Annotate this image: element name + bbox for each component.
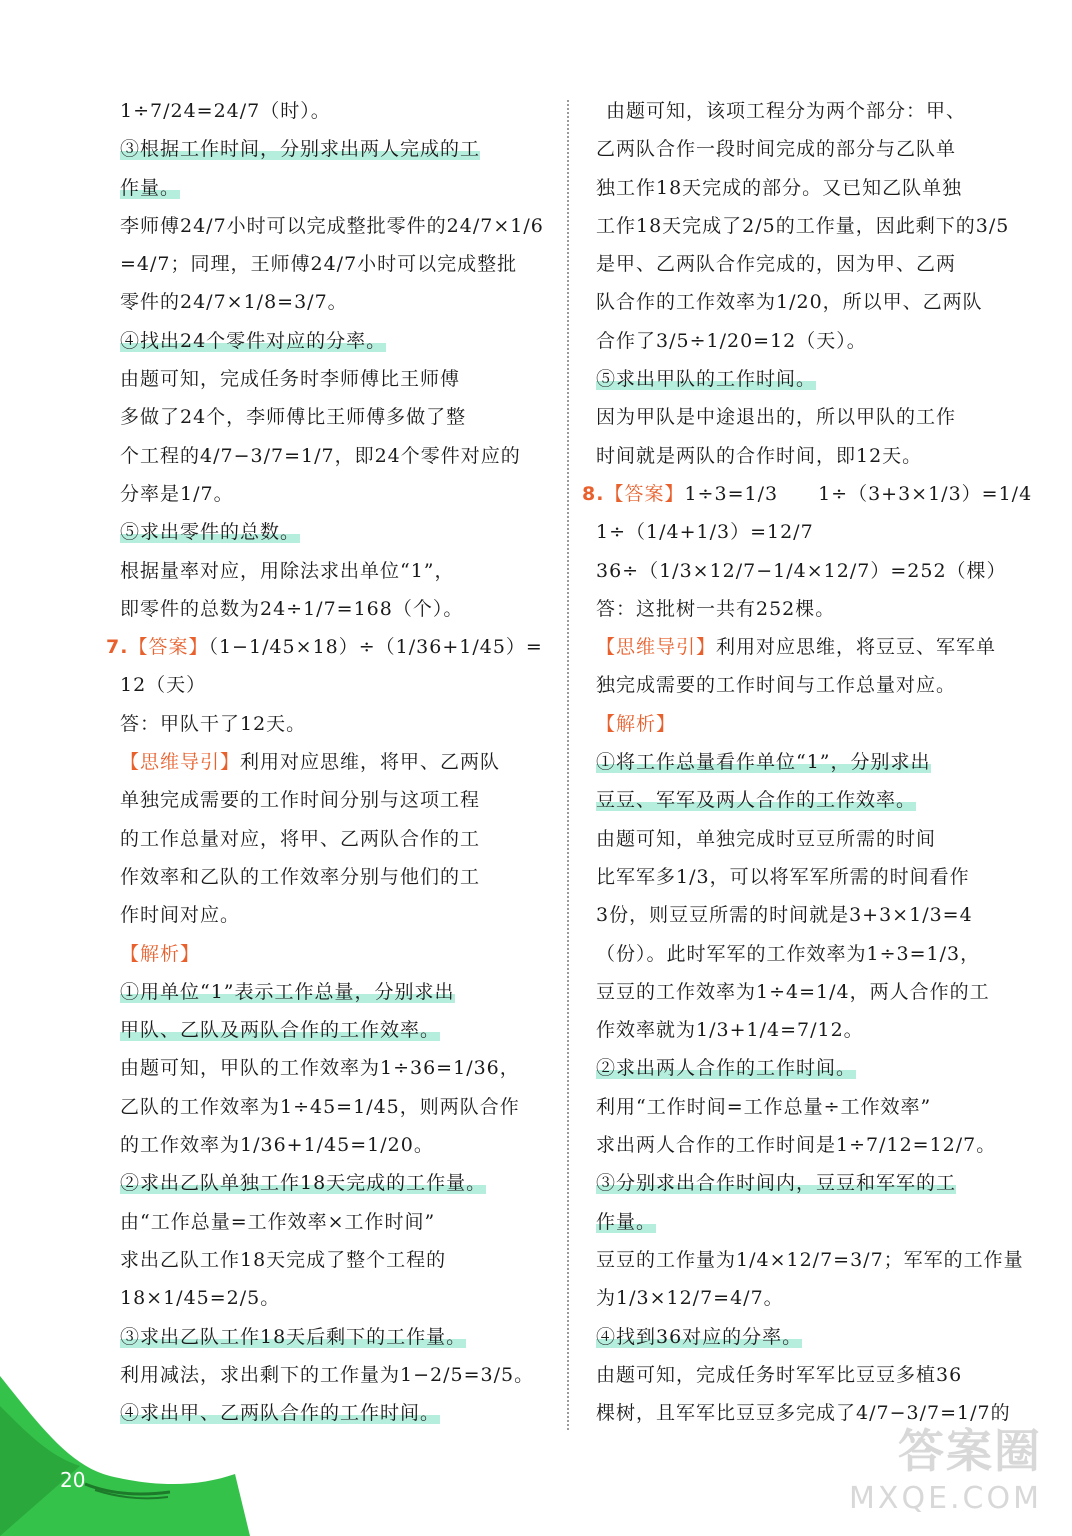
body-text: 由题可知，甲队的工作效率为1÷36=1/36， xyxy=(120,1057,520,1080)
body-text: 利用“工作时间=工作总量÷工作效率” xyxy=(596,1095,932,1118)
body-text: 3份，则豆豆所需的时间就是3+3×1/3=4 xyxy=(596,904,973,927)
body-text: 棵树，且军军比豆豆多完成了4/7−3/7=1/7的 xyxy=(596,1402,1011,1425)
body-text: 18×1/45=2/5。 xyxy=(120,1287,281,1310)
text-line xyxy=(120,552,550,590)
text-line xyxy=(596,1049,1036,1087)
text-line xyxy=(120,1164,550,1202)
step-heading: ④求出甲、乙两队合作的工作时间。 xyxy=(120,1402,441,1425)
text-line xyxy=(120,360,550,398)
text-line xyxy=(106,628,550,666)
text-line xyxy=(120,1241,550,1279)
body-text: 即零件的总数为24÷1/7=168（个）。 xyxy=(120,597,464,620)
text-line xyxy=(120,1011,550,1049)
text-line xyxy=(120,513,550,551)
text-line xyxy=(596,935,1036,973)
body-text: 因为甲队是中途退出的，所以甲队的工作 xyxy=(596,406,957,429)
section-tag: 【解析】 xyxy=(596,712,677,735)
question-number: 7. xyxy=(106,636,129,659)
text-line xyxy=(120,92,550,130)
body-text: 乙队的工作效率为1÷45=1/45，则两队合作 xyxy=(120,1095,520,1118)
body-text: 分率是1/7。 xyxy=(120,482,234,505)
text-line xyxy=(596,743,1036,781)
body-text: 比军军多1/3，可以将军军所需的时间看作 xyxy=(596,865,970,888)
text-line xyxy=(596,1318,1036,1356)
body-text: 豆豆的工作效率为1÷4=1/4，两人合作的工 xyxy=(596,980,990,1003)
step-heading: ①将工作总量看作单位“1”，分别求出 xyxy=(596,751,931,774)
text-line xyxy=(596,1164,1036,1202)
text-line xyxy=(120,820,550,858)
body-text: 1÷3=1/3 1÷（3+3×1/3）=1/4 xyxy=(684,482,1033,505)
step-heading: ⑤求出甲队的工作时间。 xyxy=(596,368,817,391)
body-text: 1÷7/24=24/7（时）。 xyxy=(120,100,331,122)
body-text: 独工作18天完成的部分。又已知乙队单独 xyxy=(596,176,963,199)
body-text: 作时间对应。 xyxy=(120,904,241,927)
text-line xyxy=(120,130,550,168)
text-line xyxy=(596,245,1036,283)
step-heading: ②求出两人合作的工作时间。 xyxy=(596,1057,857,1080)
text-line xyxy=(120,1126,550,1164)
body-text: 独完成需要的工作时间与工作总量对应。 xyxy=(596,674,957,697)
step-heading: ①用单位“1”表示工作总量，分别求出 xyxy=(120,980,455,1003)
text-line xyxy=(120,1088,550,1126)
body-text: 由题可知，单独完成时豆豆所需的时间 xyxy=(596,827,937,850)
text-line xyxy=(596,398,1036,436)
right-column xyxy=(582,92,1036,1432)
text-line xyxy=(596,207,1036,245)
column-divider xyxy=(567,100,569,1430)
step-heading: ④找出24个零件对应的分率。 xyxy=(120,329,387,352)
body-text: 时间就是两队的合作时间，即12天。 xyxy=(596,444,923,467)
green-corner-decoration xyxy=(0,1366,250,1536)
text-line xyxy=(120,858,550,896)
body-text: 零件的24/7×1/8=3/7。 xyxy=(120,291,348,314)
text-line xyxy=(596,513,1036,551)
text-line xyxy=(596,1279,1036,1317)
body-text: 12（天） xyxy=(120,674,207,697)
text-line xyxy=(120,283,550,321)
body-text: 为1/3×12/7=4/7。 xyxy=(596,1287,784,1310)
text-line xyxy=(596,1126,1036,1164)
step-heading: 作量。 xyxy=(596,1210,657,1233)
body-text: 利用对应思维，将甲、乙两队 xyxy=(240,751,501,774)
body-text: 作效率和乙队的工作效率分别与他们的工 xyxy=(120,865,481,888)
body-text: 36÷（1/3×12/7−1/4×12/7）=252（棵） xyxy=(596,559,1007,582)
body-text: 利用对应思维，将豆豆、军军单 xyxy=(716,636,997,659)
step-heading: ④找到36对应的分率。 xyxy=(596,1325,803,1348)
text-line xyxy=(120,1279,550,1317)
text-line xyxy=(120,973,550,1011)
body-text: 合作了3/5÷1/20=12（天）。 xyxy=(596,329,867,352)
text-line xyxy=(120,705,550,743)
text-line xyxy=(596,322,1036,360)
text-line xyxy=(120,590,550,628)
text-line xyxy=(120,169,550,207)
body-text: 的工作总量对应，将甲、乙两队合作的工 xyxy=(120,827,481,850)
text-line xyxy=(596,628,1036,666)
body-text: 豆豆的工作量为1/4×12/7=3/7；军军的工作量 xyxy=(596,1248,1024,1271)
body-text: 由题可知，完成任务时军军比豆豆多植36 xyxy=(596,1363,963,1386)
page-number: 20 xyxy=(60,1468,86,1492)
step-heading: ⑤求出零件的总数。 xyxy=(120,521,301,544)
section-tag: 【思维导引】 xyxy=(120,751,241,774)
text-line xyxy=(596,820,1036,858)
step-heading: 作量。 xyxy=(120,176,181,199)
text-line xyxy=(596,92,1036,130)
step-heading: 甲队、乙队及两队合作的工作效率。 xyxy=(120,1019,441,1042)
body-text: （1−1/45×18）÷（1/36+1/45）= xyxy=(208,636,543,659)
watermark-url: MXQE.COM xyxy=(849,1481,1042,1516)
step-heading: ③分别求出合作时间内，豆豆和军军的工 xyxy=(596,1172,957,1195)
body-text: 由“工作总量=工作效率×工作时间” xyxy=(120,1210,436,1233)
body-text: 求出两人合作的工作时间是1÷7/12=12/7。 xyxy=(596,1134,997,1157)
step-heading: ③根据工作时间，分别求出两人完成的工 xyxy=(120,138,481,161)
step-heading: ③求出乙队工作18天后剩下的工作量。 xyxy=(120,1325,467,1348)
body-text: 求出乙队工作18天完成了整个工程的 xyxy=(120,1248,447,1271)
text-line xyxy=(596,130,1036,168)
body-text: 工作18天完成了2/5的工作量，因此剩下的3/5 xyxy=(596,214,1010,237)
text-line xyxy=(120,743,550,781)
text-line xyxy=(596,973,1036,1011)
text-line xyxy=(120,1203,550,1241)
body-text: 是甲、乙两队合作完成的，因为甲、乙两 xyxy=(596,253,957,276)
text-line xyxy=(596,705,1036,743)
section-tag: 【思维导引】 xyxy=(596,636,717,659)
body-text: 乙两队合作一段时间完成的部分与乙队单 xyxy=(596,138,957,161)
text-line xyxy=(596,1356,1036,1394)
text-line xyxy=(596,1088,1036,1126)
text-line xyxy=(596,437,1036,475)
section-tag: 【解析】 xyxy=(120,942,201,965)
text-line xyxy=(120,666,550,704)
text-line xyxy=(596,360,1036,398)
text-line xyxy=(120,207,550,245)
body-text: 答：甲队干了12天。 xyxy=(120,712,307,735)
text-line xyxy=(596,858,1036,896)
text-line xyxy=(596,1241,1036,1279)
body-text: 利用减法，求出剩下的工作量为1−2/5=3/5。 xyxy=(120,1363,535,1386)
body-text: 答：这批树一共有252棵。 xyxy=(596,597,836,620)
text-line xyxy=(120,1049,550,1087)
body-text: 多做了24个，李师傅比王师傅多做了整 xyxy=(120,406,467,429)
body-text: 作效率就为1/3+1/4=7/12。 xyxy=(596,1019,864,1042)
section-tag: 【答案】 xyxy=(128,636,209,659)
body-text: （份）。此时军军的工作效率为1÷3=1/3， xyxy=(596,942,981,965)
text-line xyxy=(120,322,550,360)
text-line xyxy=(120,398,550,436)
body-text: 队合作的工作效率为1/20，所以甲、乙两队 xyxy=(596,291,983,314)
body-text: 根据量率对应，用除法求出单位“1”， xyxy=(120,559,455,582)
left-column xyxy=(106,92,550,1432)
body-text: 李师傅24/7小时可以完成整批零件的24/7×1/6 xyxy=(120,214,544,237)
text-line xyxy=(596,896,1036,934)
step-heading: 豆豆、军军及两人合作的工作效率。 xyxy=(596,789,917,812)
text-line xyxy=(596,1203,1036,1241)
body-text: 1÷（1/4+1/3）=12/7 xyxy=(596,521,814,544)
section-tag: 【答案】 xyxy=(604,482,685,505)
watermark xyxy=(849,1415,1042,1516)
text-line xyxy=(596,781,1036,819)
text-line xyxy=(596,666,1036,704)
text-line xyxy=(120,896,550,934)
text-line xyxy=(596,590,1036,628)
text-line xyxy=(120,781,550,819)
body-text: 由题可知，该项工程分为两个部分：甲、 xyxy=(606,100,967,122)
text-line xyxy=(596,169,1036,207)
text-line xyxy=(120,475,550,513)
text-line xyxy=(120,245,550,283)
text-line xyxy=(120,437,550,475)
text-line xyxy=(596,1011,1036,1049)
body-text: 单独完成需要的工作时间分别与这项工程 xyxy=(120,789,481,812)
text-line xyxy=(596,552,1036,590)
step-heading: ②求出乙队单独工作18天完成的工作量。 xyxy=(120,1172,487,1195)
question-number: 8. xyxy=(582,482,605,505)
text-line xyxy=(596,283,1036,321)
body-text: 的工作效率为1/36+1/45=1/20。 xyxy=(120,1134,434,1157)
body-text: =4/7；同理，王师傅24/7小时可以完成整批 xyxy=(120,253,518,276)
text-line xyxy=(582,475,1036,513)
body-text: 个工程的4/7−3/7=1/7，即24个零件对应的 xyxy=(120,444,521,467)
text-line xyxy=(120,1318,550,1356)
body-text: 由题可知，完成任务时李师傅比王师傅 xyxy=(120,368,461,391)
watermark-logo: 答案圈 xyxy=(898,1424,1042,1478)
text-line xyxy=(120,935,550,973)
